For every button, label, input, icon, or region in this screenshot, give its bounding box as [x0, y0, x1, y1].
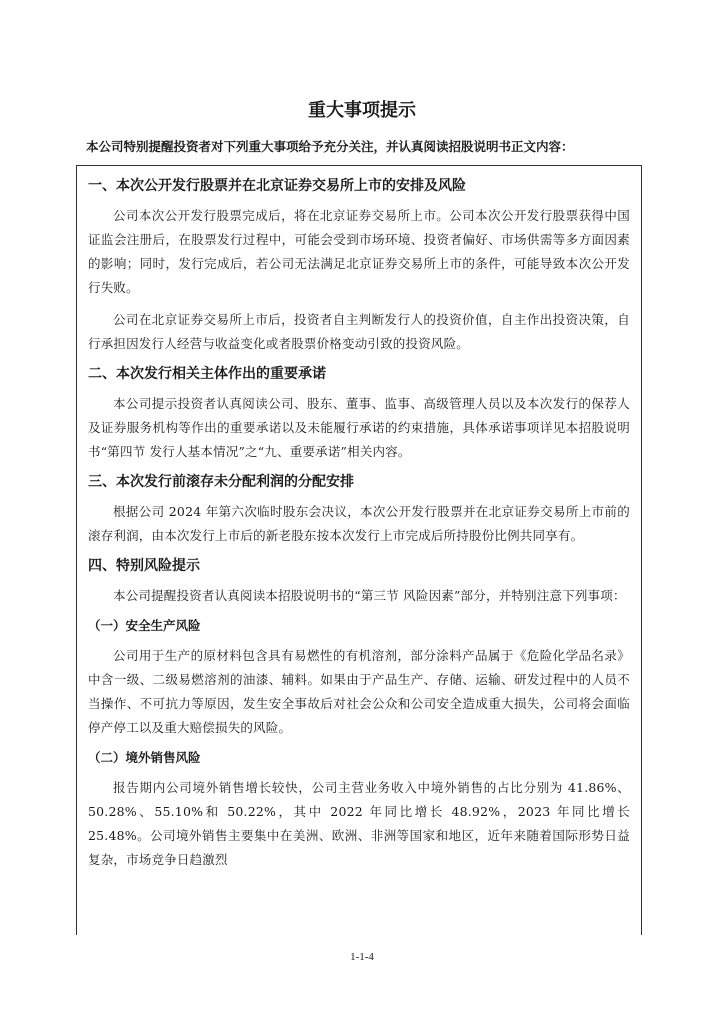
section-1-paragraph-1: 公司本次公开发行股票完成后，将在北京证券交易所上市。公司本次公开发行股票获得中国证监会注册后，在股票发行过程中，可能会受到市场环境、投资者偏好、市场供需等多方面因素的影响；同时，发行完成后，若公司无法满足北京证券交易所上市的条件，可能导致本次公开发行失败。	[88, 208, 630, 295]
subsection-overseas-paragraph: 报告期内公司境外销售增长较快，公司主营业务收入中境外销售的占比分别为 41.86%、50.28%、55.10%和 50.22%，其中 2022 年同比增长 48.92%，2023 年同比增长 25.48%。公司境外销售主要集中在美洲、欧洲、非洲等国家和地区，近年来随着国际形势日益复杂，市场竞争日趋激烈	[88, 780, 630, 867]
intro-statement: 本公司特别提醒投资者对下列重大事项给予充分关注，并认真阅读招股说明书正文内容：	[86, 139, 574, 154]
section-3-heading: 三、本次发行前滚存未分配利润的分配安排	[88, 474, 354, 490]
section-2-paragraph-1: 本公司提示投资者认真阅读公司、股东、董事、监事、高级管理人员以及本次发行的保荐人及证券服务机构等作出的重要承诺以及未能履行承诺的约束措施，具体承诺事项详见本招股说明书“第四节 发行人基本情况”之“九、重要承诺”相关内容。	[88, 396, 630, 459]
section-4-paragraph-1: 本公司提醒投资者认真阅读本招股说明书的“第三节 风险因素”部分，并特别注意下列事项：	[113, 588, 626, 603]
section-4-heading: 四、特别风险提示	[88, 558, 200, 574]
page-title: 重大事项提示	[308, 100, 416, 121]
section-3-paragraph-1: 根据公司 2024 年第六次临时股东会决议，本次公开发行股票并在北京证券交易所上市前的滚存利润，由本次发行上市后的新老股东按本次发行上市完成后所持股份比例共同享有。	[88, 504, 630, 543]
subsection-safety-heading: （一）安全生产风险	[88, 618, 201, 633]
page-number: 1-1-4	[350, 951, 374, 963]
section-1-paragraph-2: 公司在北京证券交易所上市后，投资者自主判断发行人的投资价值，自主作出投资决策，自行承担因发行人经营与收益变化或者股票价格变动引致的投资风险。	[88, 312, 630, 351]
section-1-heading: 一、本次公开发行股票并在北京证券交易所上市的安排及风险	[88, 178, 466, 194]
subsection-overseas-heading: （二）境外销售风险	[88, 750, 201, 765]
content-box	[76, 165, 642, 935]
section-2-heading: 二、本次发行相关主体作出的重要承诺	[88, 366, 326, 382]
subsection-safety-paragraph: 公司用于生产的原材料包含具有易燃性的有机溶剂，部分涂料产品属于《危险化学品名录》中含一级、二级易燃溶剂的油漆、辅料。如果由于产品生产、存储、运输、研发过程中的人员不当操作、不可抗力等原因，发生安全事故后对社会公众和公司安全造成重大损失，公司将会面临停产停工以及重大赔偿损失的风险。	[88, 648, 630, 735]
